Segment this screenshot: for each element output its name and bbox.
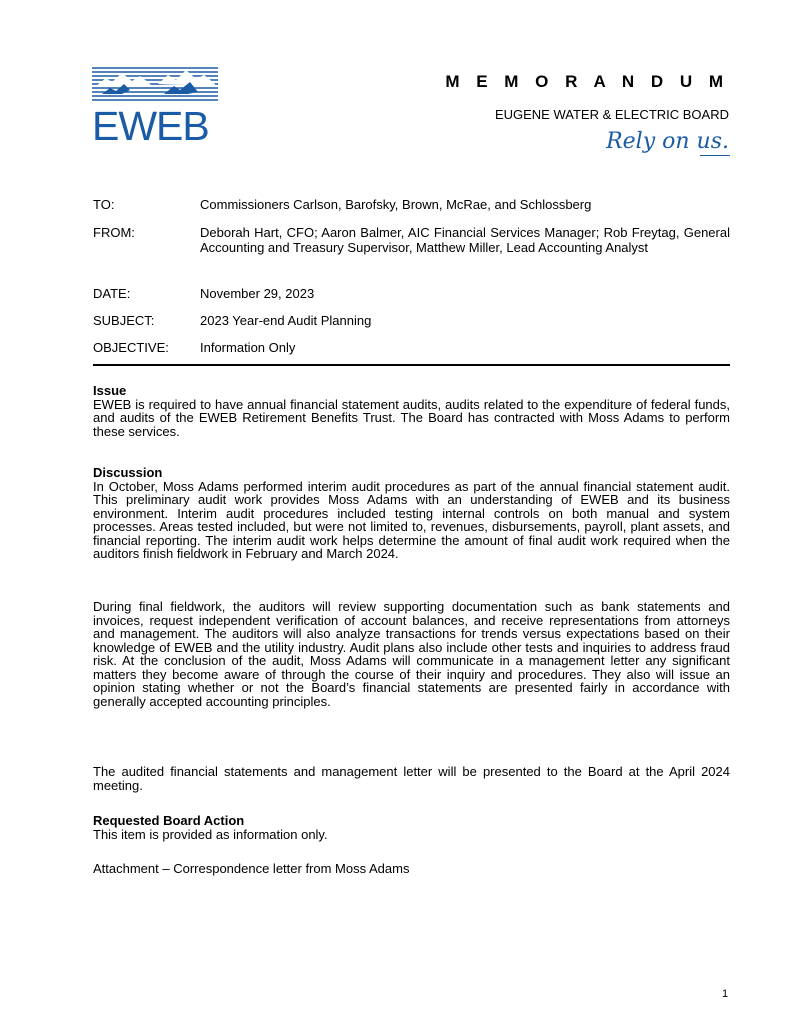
discussion-section (93, 466, 730, 561)
memo-title: M E M O R A N D U M (445, 72, 729, 91)
date-field (93, 286, 730, 301)
objective-value: Information Only (200, 340, 296, 355)
subject-field (93, 313, 730, 328)
requested-action-section (93, 814, 730, 841)
date-label: DATE: (93, 286, 131, 301)
discussion-heading: Discussion (93, 465, 163, 480)
subject-value: 2023 Year-end Audit Planning (200, 313, 372, 328)
header-divider (93, 364, 730, 366)
discussion-paragraph-3-block (93, 765, 730, 792)
mountain-lines-icon (92, 66, 218, 104)
discussion-paragraph-3: The audited financial statements and management letter will be presented to the Board at the April 2024 meeting. (93, 764, 730, 793)
discussion-paragraph-1: In October, Moss Adams performed interim audit procedures as part of the annual financial statement audit. This preliminary audit work provides Moss Adams with an understanding of EWEB and its business environment. Interim audit procedures included testing internal controls on both manual and system processes. Areas tested included, but were not limited to, revenues, disbursements, payroll, plant assets, and financial reporting. The interim audit work helps determine the amount of final audit work required when the auditors finish fieldwork in February and March 2024. (93, 478, 730, 561)
from-label: FROM: (93, 225, 135, 240)
objective-field (93, 340, 730, 355)
to-value: Commissioners Carlson, Barofsky, Brown, McRae, and Schlossberg (200, 197, 592, 212)
tagline-underline (700, 155, 730, 156)
discussion-paragraph-2: During final fieldwork, the auditors will review supporting documentation such as bank statements and invoices, request independent verification of account balances, and receive representations from attorneys and management. The auditors will also analyze transactions for trends versus expectations based on their knowledge of EWEB and the utility industry. Audit plans also include other tests and inquiries to address fraud risk. At the conclusion of the audit, Moss Adams will communicate in a management letter any significant matters they become aware of through the course of their inquiry and procedures. They also will issue an opinion stating whether or not the Board’s financial statements are presented fairly in accordance with generally accepted accounting principles. (93, 599, 730, 709)
attachment-section (93, 862, 730, 876)
issue-heading: Issue (93, 383, 127, 398)
logo-wordmark: EWEB (92, 103, 209, 149)
requested-action-heading: Requested Board Action (93, 813, 245, 828)
issue-text: EWEB is required to have annual financial statement audits, audits related to the expenditure of federal funds, and audits of the EWEB Retirement Benefits Trust. The Board has contracted with Moss Adams to perform these services. (93, 396, 730, 439)
subject-label: SUBJECT: (93, 313, 155, 328)
date-value: November 29, 2023 (200, 286, 315, 301)
issue-section (93, 384, 730, 438)
tagline: Rely on us. (606, 129, 729, 154)
page-number: 1 (722, 988, 729, 1000)
organization-name: EUGENE WATER & ELECTRIC BOARD (494, 107, 729, 122)
to-field (93, 197, 730, 212)
objective-label: OBJECTIVE: (93, 340, 169, 355)
from-value: Deborah Hart, CFO; Aaron Balmer, AIC Financial Services Manager; Rob Freytag, General Accounting and Treasury Supervisor, Matthew Miller, Lead Accounting Analyst (200, 225, 730, 255)
from-field (93, 225, 730, 255)
requested-action-text: This item is provided as information only. (93, 826, 328, 842)
attachment-text: Attachment – Correspondence letter from Moss Adams (93, 861, 410, 876)
eweb-logo (92, 66, 220, 152)
to-label: TO: (93, 197, 115, 212)
discussion-paragraph-2-block (93, 600, 730, 708)
